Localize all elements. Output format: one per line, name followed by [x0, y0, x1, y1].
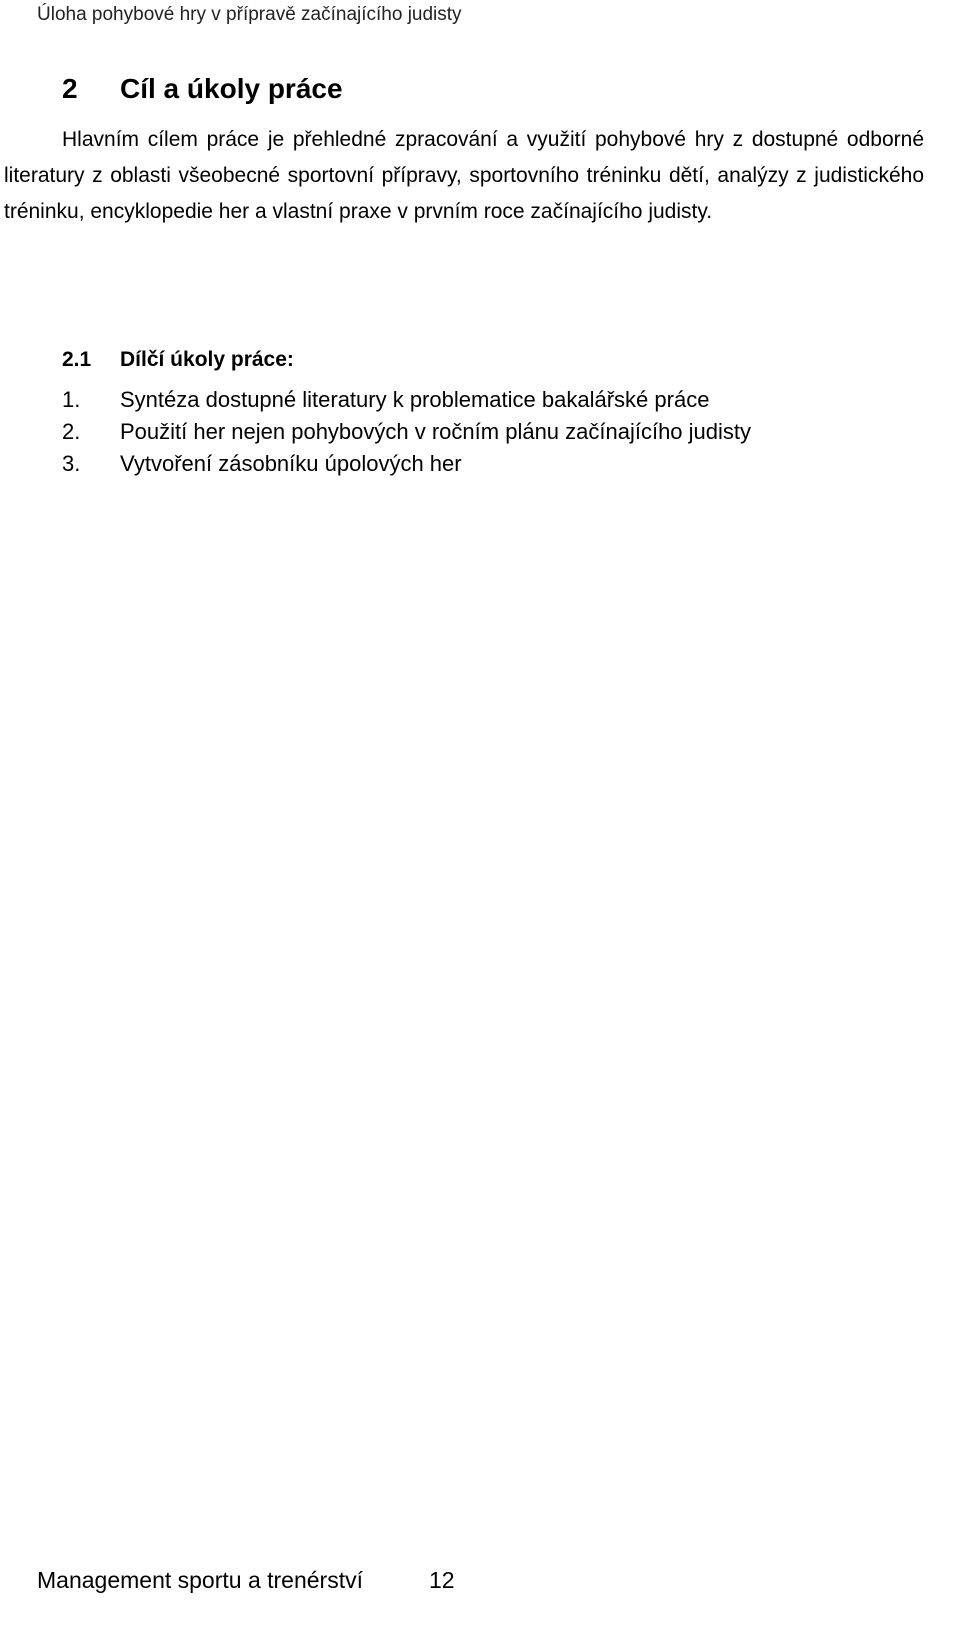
list-item-number: 3. — [62, 451, 81, 476]
section-title: Dílčí úkoly práce: — [120, 348, 294, 371]
list-item — [62, 448, 751, 480]
page-number: 12 — [429, 1567, 455, 1593]
section-number: 2.1 — [62, 348, 92, 371]
section-heading — [62, 346, 294, 374]
list-item-number: 2. — [62, 419, 81, 444]
chapter-heading — [62, 72, 343, 106]
page-footer — [37, 1565, 455, 1595]
chapter-title: Cíl a úkoly práce — [120, 73, 343, 104]
task-list — [62, 384, 751, 480]
body-paragraph — [4, 122, 924, 230]
chapter-number: 2 — [62, 73, 78, 104]
list-item-text: Použití her nejen pohybových v ročním plánu začínajícího judisty — [120, 419, 752, 444]
footer-label: Management sportu a trenérství — [37, 1567, 363, 1593]
running-header: Úloha pohybové hry v přípravě začínajícího judisty — [37, 4, 462, 25]
list-item-number: 1. — [62, 387, 81, 412]
list-item-text: Syntéza dostupné literatury k problematice bakalářské práce — [120, 387, 710, 412]
list-item — [62, 416, 751, 448]
list-item — [62, 384, 751, 416]
list-item-text: Vytvoření zásobníku úpolových her — [120, 451, 462, 476]
paragraph-text: Hlavním cílem práce je přehledné zpracování a využití pohybové hry z dostupné odborné literatury z oblasti všeobecné sportovní přípravy, sportovního tréninku dětí, analýzy z judistického tréninku, encyklopedie her a vlastní praxe v prvním roce začínajícího judisty. — [4, 128, 924, 223]
